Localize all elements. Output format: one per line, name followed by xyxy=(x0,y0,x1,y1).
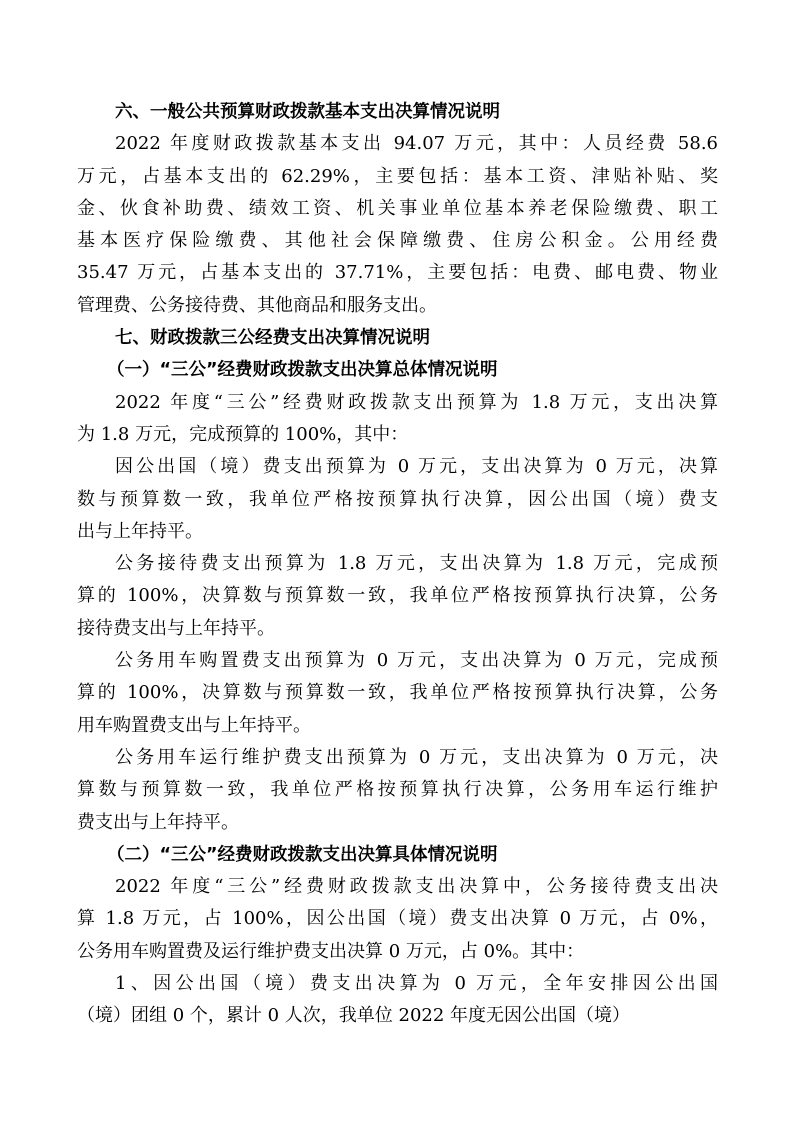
paragraph-line: 因公出国（境）费支出预算为 0 万元，支出决算为 0 万元，决算 xyxy=(115,456,718,478)
paragraph-line: 2022 年度“三公”经费财政拨款支出预算为 1.8 万元，支出决算 xyxy=(115,391,718,413)
paragraph-line: 用车购置费支出与上年持平。 xyxy=(77,714,311,736)
paragraph xyxy=(77,387,718,452)
paragraph xyxy=(77,968,718,1033)
paragraph xyxy=(77,548,718,645)
paragraph-line: 为 1.8 万元，完成预算的 100%，其中： xyxy=(77,423,409,445)
paragraph-line: 公务用车购置费及运行维护费支出决算 0 万元，占 0%。其中： xyxy=(77,940,585,962)
paragraph-line: 管理费、公务接待费、其他商品和服务支出。 xyxy=(77,294,437,316)
paragraph-line: 基本医疗保险缴费、其他社会保障缴费、住房公积金。公用经费 xyxy=(77,230,718,252)
paragraph xyxy=(77,645,718,742)
subsection-heading: （二）“三公”经费财政拨款支出决算具体情况说明 xyxy=(107,844,498,865)
paragraph-line: 算数与预算数一致，我单位严格按预算执行决算，公务用车运行维护 xyxy=(77,779,718,801)
paragraph-line: 算的 100%，决算数与预算数一致，我单位严格按预算执行决算，公务 xyxy=(77,585,718,607)
paragraph-line: 公务用车购置费支出预算为 0 万元，支出决算为 0 万元，完成预 xyxy=(115,650,718,672)
paragraph-line: 公务用车运行维护费支出预算为 0 万元，支出决算为 0 万元，决 xyxy=(115,746,718,768)
paragraph-line: 接待费支出与上年持平。 xyxy=(77,617,275,639)
paragraph-line: 算 1.8 万元，占 100%，因公出国（境）费支出决算 0 万元，占 0%， xyxy=(77,908,718,930)
paragraph-line: 2022 年度“三公”经费财政拨款支出决算中，公务接待费支出决 xyxy=(115,876,718,898)
paragraph-line: （境）团组 0 个，累计 0 人次，我单位 2022 年度无因公出国（境） xyxy=(77,1005,631,1027)
paragraph xyxy=(77,742,718,839)
paragraph-line: 金、伙食补助费、绩效工资、机关事业单位基本养老保险缴费、职工 xyxy=(77,197,718,219)
paragraph xyxy=(77,451,718,548)
paragraph-line: 费支出与上年持平。 xyxy=(77,811,239,833)
section-heading: 六、一般公共预算财政拨款基本支出决算情况说明 xyxy=(115,102,500,122)
paragraph-line: 出与上年持平。 xyxy=(77,520,203,542)
paragraph-line: 算的 100%，决算数与预算数一致，我单位严格按预算执行决算，公务 xyxy=(77,682,718,704)
paragraph-line: 数与预算数一致，我单位严格按预算执行决算，因公出国（境）费支 xyxy=(77,488,718,510)
paragraph-line: 公务接待费支出预算为 1.8 万元，支出决算为 1.8 万元，完成预 xyxy=(115,553,718,575)
paragraph-line: 2022 年度财政拨款基本支出 94.07 万元，其中：人员经费 58.6 xyxy=(115,133,718,155)
paragraph xyxy=(77,128,718,322)
paragraph-line: 万元，占基本支出的 62.29%，主要包括：基本工资、津贴补贴、奖 xyxy=(77,165,718,187)
document-body xyxy=(77,96,718,1033)
paragraph-line: 35.47 万元，占基本支出的 37.71%，主要包括：电费、邮电费、物业 xyxy=(77,262,718,284)
paragraph-line: 1、因公出国（境）费支出决算为 0 万元，全年安排因公出国 xyxy=(115,973,718,995)
section-heading: 七、财政拨款三公经费支出决算情况说明 xyxy=(115,328,430,349)
paragraph xyxy=(77,871,718,968)
subsection-heading: （一）“三公”经费财政拨款支出决算总体情况说明 xyxy=(107,360,498,381)
